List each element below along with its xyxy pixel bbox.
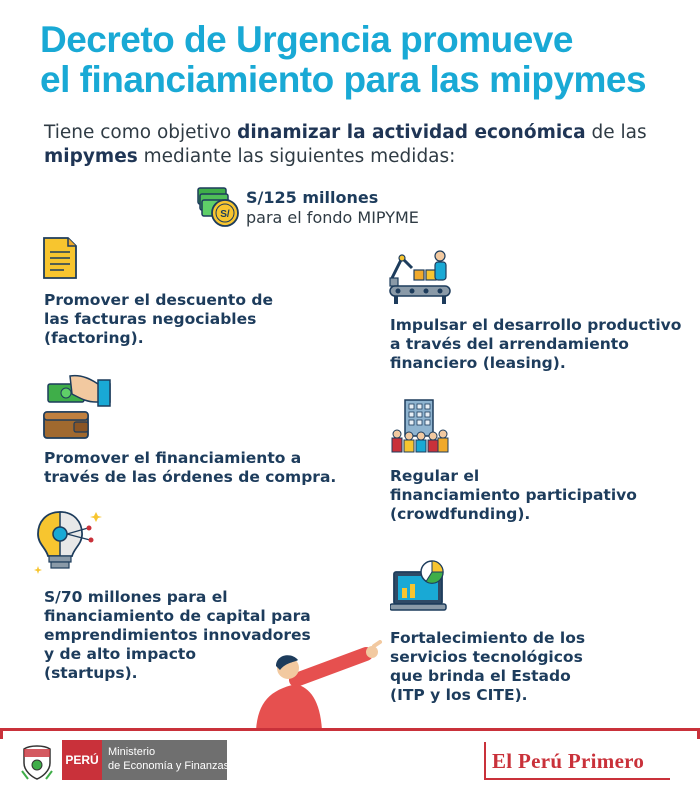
shield-emblem-icon [20,741,54,785]
measure-crowdfunding-line: Regular el [390,467,480,485]
fund-amount: S/125 millones [246,188,379,207]
measure-tech-line: servicios tecnológicos [390,648,583,666]
measure-startups-line: financiamiento de capital para [44,607,311,625]
footer-tick [0,731,3,739]
measure-leasing-line: financiero (leasing). [390,354,566,372]
ministry-name [108,745,229,773]
measure-orders [44,449,336,487]
intro-bold-2: mipymes [44,146,138,167]
measure-tech-line: Fortalecimiento de los [390,629,586,647]
hand-money-wallet-icon [40,372,114,446]
page-title [40,20,690,100]
intro-text [44,121,684,169]
measure-leasing-line: Impulsar el desarrollo productivo [390,316,682,334]
intro-part-3: mediante las siguientes medidas: [137,146,456,167]
measure-leasing [390,316,681,373]
pointing-person-icon [236,640,386,734]
ministry-line-1: Ministerio [108,746,156,758]
measure-tech-line: (ITP y los CITE). [390,686,528,704]
measure-startups-line: (startups). [44,664,138,682]
measure-tech [390,629,585,705]
fund-description: para el fondo MIPYME [246,208,419,227]
measure-crowdfunding-line: (crowdfunding). [390,505,531,523]
measure-orders-line: través de las órdenes de compra. [44,468,337,486]
lightbulb-gear-icon [32,506,104,582]
measure-startups-line: S/70 millones para el [44,588,228,606]
ministry-line-2: de Economía y Finanzas [108,760,230,772]
measure-factoring-line: las facturas negociables [44,310,257,328]
intro-part-2: de las [585,122,647,143]
title-line-1: Decreto de Urgencia promueve [40,19,573,60]
measure-orders-line: Promover el financiamiento a [44,449,302,467]
brand-logo: El Perú Primero [492,749,645,773]
intro-bold-1: dinamizar la actividad económica [237,122,586,143]
measure-factoring-line: Promover el descuento de [44,291,273,309]
measure-tech-line: que brinda el Estado [390,667,571,685]
intro-part-1: Tiene como objetivo [44,122,238,143]
measure-crowdfunding-line: financiamiento participativo [390,486,637,504]
peru-label: PERÚ [62,740,102,780]
coin-symbol: S/ [220,209,230,220]
factory-workers-icon [388,248,452,310]
money-coin-icon [195,182,243,234]
measure-leasing-line: a través del arrendamiento [390,335,629,353]
title-line-2: el financiamiento para las mipymes [40,59,647,100]
measure-factoring [44,291,273,348]
measure-startups-line: y de alto impacto [44,645,196,663]
document-icon [42,236,78,284]
building-crowd-icon [389,396,449,458]
measure-startups-line: emprendimientos innovadores [44,626,311,644]
measure-crowdfunding [390,467,637,524]
laptop-chart-icon [390,558,450,618]
footer-divider [0,728,700,731]
measure-factoring-line: (factoring). [44,329,144,347]
